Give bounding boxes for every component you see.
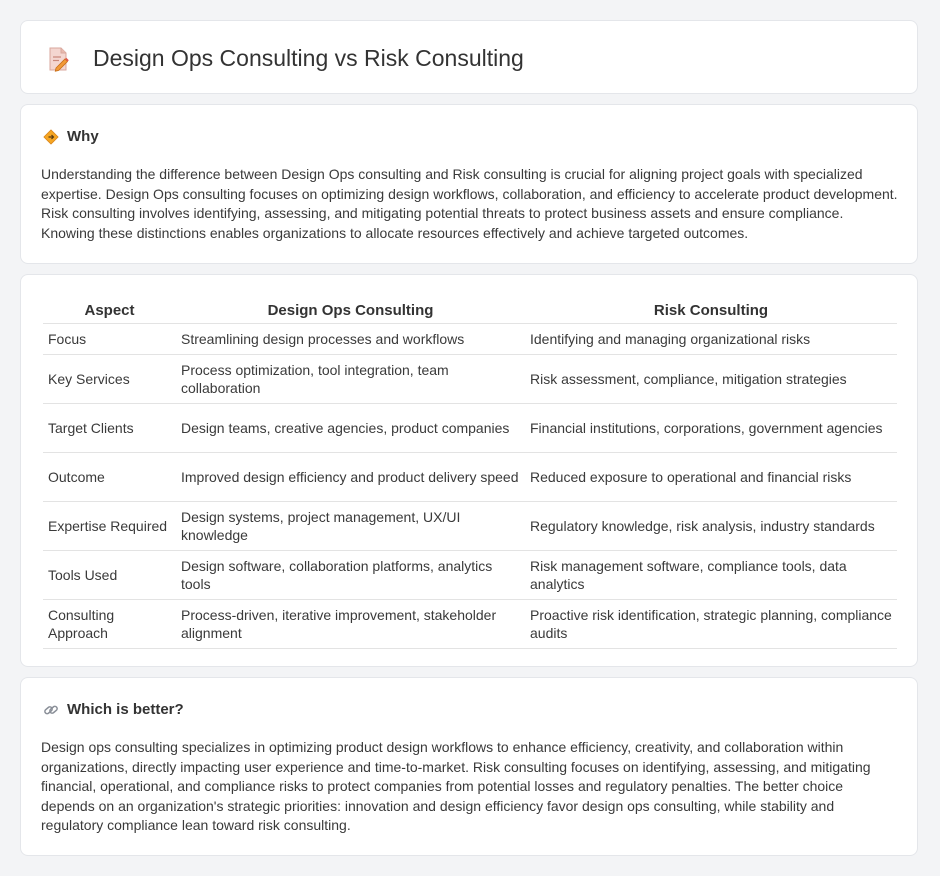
document-edit-icon (47, 46, 69, 72)
row-design-ops: Streamlining design processes and workflows (176, 324, 525, 355)
table-row (43, 551, 897, 600)
header-design-ops: Design Ops Consulting (176, 293, 525, 324)
title-row (47, 45, 524, 72)
row-risk: Reduced exposure to operational and financial risks (525, 453, 897, 502)
why-heading-row (43, 128, 99, 145)
link-icon (43, 702, 59, 718)
row-aspect: Expertise Required (43, 502, 176, 551)
comparison-table (43, 293, 897, 649)
why-heading: Why (67, 128, 99, 145)
better-heading: Which is better? (67, 701, 184, 718)
row-risk: Proactive risk identification, strategic planning, compliance audits (525, 600, 897, 649)
header-aspect: Aspect (43, 293, 176, 324)
header-card (20, 20, 918, 94)
row-design-ops: Design software, collaboration platforms, analytics tools (176, 551, 525, 600)
row-aspect: Key Services (43, 355, 176, 404)
comparison-section (20, 274, 918, 667)
which-is-better-section (20, 677, 918, 856)
table-row (43, 600, 897, 649)
row-risk: Financial institutions, corporations, government agencies (525, 404, 897, 453)
table-row (43, 404, 897, 453)
row-aspect: Tools Used (43, 551, 176, 600)
table-row (43, 453, 897, 502)
row-risk: Regulatory knowledge, risk analysis, industry standards (525, 502, 897, 551)
row-design-ops: Design systems, project management, UX/UI knowledge (176, 502, 525, 551)
row-risk: Identifying and managing organizational risks (525, 324, 897, 355)
diamond-sign-icon (43, 129, 59, 145)
better-heading-row (43, 701, 184, 718)
better-text: Design ops consulting specializes in optimizing product design workflows to enhance efficiency, creativity, and collaboration within organizations, directly impacting user experience and time-to-market. Risk consulting focuses on identifying, assessing, and mitigating financial, operational, and compliance risks to protect companies from potential losses and regulatory penalties. The better choice depends on an organization's strategic priorities: innovation and design efficiency favor design ops consulting, while stability and regulatory compliance lean toward risk consulting. (41, 739, 871, 833)
row-risk: Risk management software, compliance tools, data analytics (525, 551, 897, 600)
page-title: Design Ops Consulting vs Risk Consulting (93, 45, 524, 71)
row-design-ops: Improved design efficiency and product delivery speed (176, 453, 525, 502)
why-text: Understanding the difference between Design Ops consulting and Risk consulting is crucial for aligning project goals with specialized expertise. Design Ops consulting focuses on optimizing design workflows, collaboration, and efficiency to accelerate product development. Risk consulting involves identifying, assessing, and mitigating potential threats to protect business assets and ensure compliance. Knowing these distinctions enables organizations to allocate resources effectively and achieve targeted outcomes. (41, 166, 898, 241)
table-row (43, 502, 897, 551)
row-risk: Risk assessment, compliance, mitigation strategies (525, 355, 897, 404)
row-aspect: Outcome (43, 453, 176, 502)
table-header-row (43, 293, 897, 324)
table-row (43, 324, 897, 355)
row-aspect: Consulting Approach (43, 600, 176, 649)
row-aspect: Target Clients (43, 404, 176, 453)
row-design-ops: Process-driven, iterative improvement, stakeholder alignment (176, 600, 525, 649)
row-aspect: Focus (43, 324, 176, 355)
table-row (43, 355, 897, 404)
row-design-ops: Design teams, creative agencies, product companies (176, 404, 525, 453)
header-risk: Risk Consulting (525, 293, 897, 324)
row-design-ops: Process optimization, tool integration, team collaboration (176, 355, 525, 404)
why-section (20, 104, 918, 264)
